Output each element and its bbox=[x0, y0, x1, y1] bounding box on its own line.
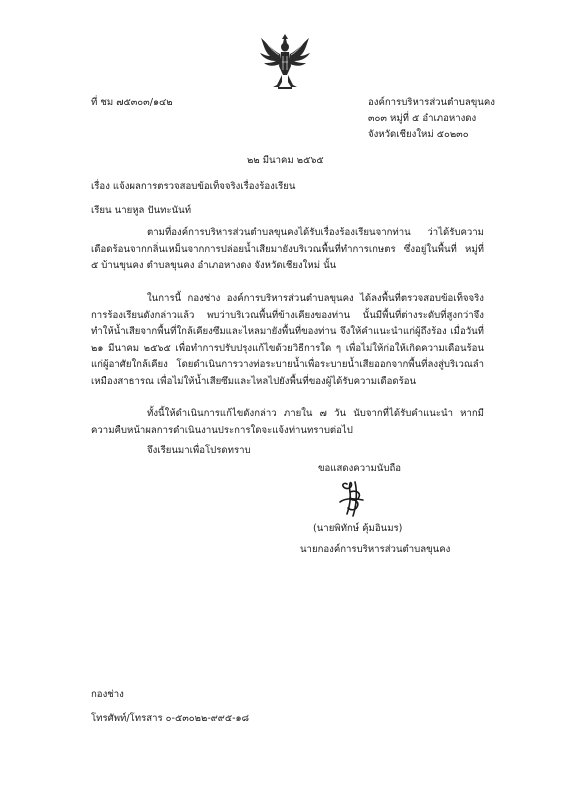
body-paragraph-1: ตามที่องค์การบริหารส่วนตำบลขุนคงได้รับเรื่องร้องเรียนจากท่าน ว่าได้รับความเดือดร้อนจากกลิ่นเหม็นจากการปล่อยน้ำเสียมายังบริเวณพื้นที่ทำการเกษตร ซึ่งอยู่ในพื้นที่ หมู่ที่ ๕ บ้านขุนคง ตำบลขุนคง อำเภอหางดง จังหวัดเชียงใหม่ นั้น bbox=[91, 227, 484, 271]
org-name: องค์การบริหารส่วนตำบลขุนคง bbox=[368, 97, 495, 108]
body-paragraph-2: ในการนี้ กองช่าง องค์การบริหารส่วนตำบลขุนคง ได้ลงพื้นที่ตรวจสอบข้อเท็จจริงการร้องเรียนดังกล่าวแล้ว พบว่าบริเวณพื้นที่ข้างเคียงของท่าน นั้นมีพื้นที่ต่างระดับที่สูงกว่าจึงทำให้น้ำเสียจากพื้นที่ใกล้เคียงซึมและไหลมายังพื้นที่ของท่าน จึงให้คำแนะนำแก่ผู้ถึงร้อง เมื่อวันที่ ๒๑ มีนาคม ๒๕๖๕ เพื่อทำการปรับปรุงแก้ไขด้วยวิธีการใด ๆ เพื่อไม่ให้ก่อให้เกิดความเดือนร้อนแก่ผู้อาศัยใกล้เคียง โดยดำเนินการวางท่อระบายน้ำเพื่อระบายน้ำเสียออกจากพื้นที่ลงสู่บริเวณลำเหมืองสาธารณ เพื่อไม่ให้น้ำเสียซึมและไหลไปยังพื้นที่ของผู้ได้รับความเดือดร้อน bbox=[91, 293, 484, 387]
body-paragraph-3: ทั้งนี้ให้ดำเนินการแก้ไขดังกล่าว ภายใน ๗ วัน นับจากที่ได้รับคำแนะนำ หากมีความคืบหน้าผลการดำเนินงานประการใดจะแจ้งท่านทราบต่อไป bbox=[91, 408, 484, 436]
letter-date: ๒๒ มีนาคม ๒๕๖๕ bbox=[247, 155, 324, 166]
reference-number: ที่ ชม ๗๕๓๐๓/๑๔๒ bbox=[91, 97, 173, 108]
closing-salutation: ขอแสดงความนับถือ bbox=[318, 463, 402, 474]
footer-phone-fax: โทรศัพท์/โทรสาร ๐-๕๓๐๒๒-๙๙๕-๑๘ bbox=[91, 713, 250, 724]
signer-position: นายกองค์การบริหารส่วนตำบลขุนคง bbox=[300, 544, 451, 555]
org-address-line2: จังหวัดเชียงใหม่ ๕๐๒๓๐ bbox=[368, 129, 469, 140]
garuda-emblem bbox=[258, 32, 312, 94]
footer-department: กองช่าง bbox=[91, 689, 124, 700]
org-address-line1: ๓๐๓ หมู่ที่ ๕ อำเภอหางดง bbox=[368, 113, 477, 124]
subject-line: เรื่อง แจ้งผลการตรวจสอบข้อเท็จจริงเรื่องร้องเรียน bbox=[91, 181, 296, 192]
signer-name: (นายพิทักษ์ คุ้มอินมร) bbox=[313, 523, 403, 534]
salutation: เรียน นายหูล ปันทะนันท์ bbox=[91, 205, 192, 216]
handwritten-signature bbox=[333, 478, 373, 520]
closing-request: จึงเรียนมาเพื่อโปรดทราบ bbox=[147, 445, 251, 456]
